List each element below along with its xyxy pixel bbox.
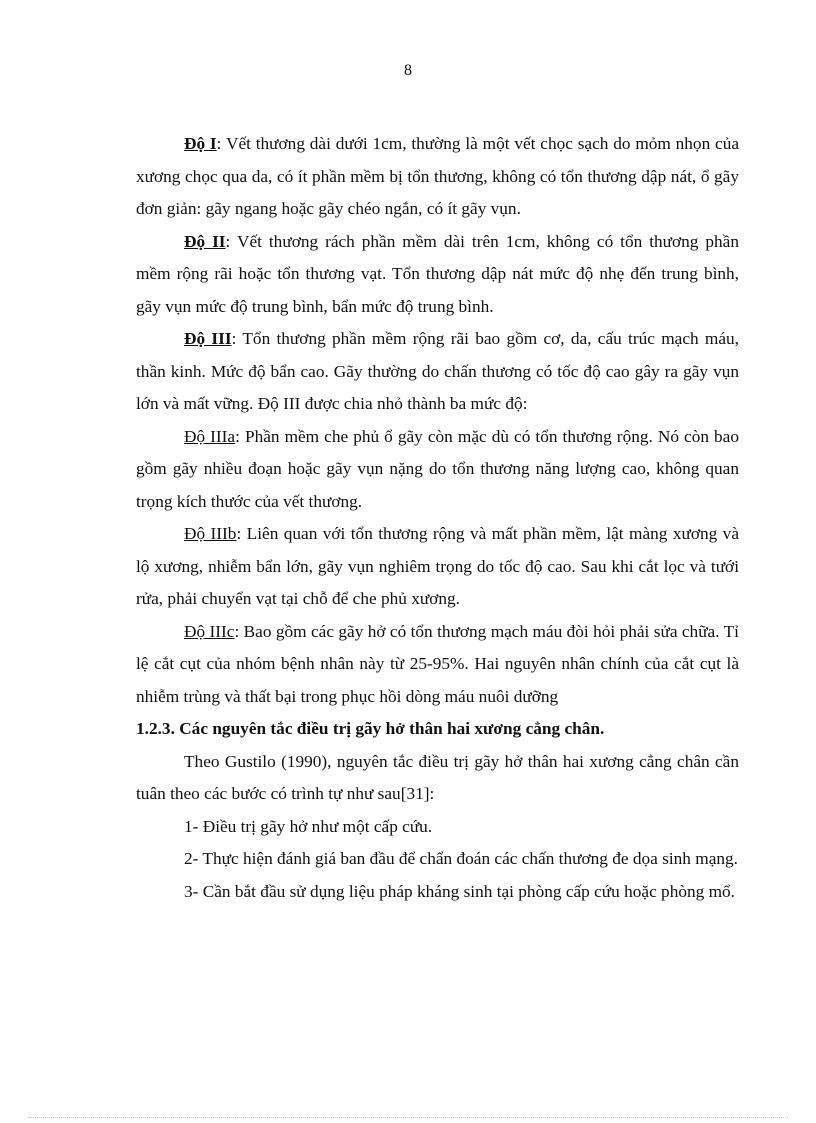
- step-item: 1- Điều trị gãy hở như một cấp cứu.: [184, 816, 433, 836]
- section-heading: 1.2.3. Các nguyên tắc điều trị gãy hở thân hai xương cẳng chân.: [136, 719, 605, 738]
- grade-2-text: : Vết thương rách phần mềm dài trên 1cm, không có tổn thương phần mềm rộng rãi hoặc tổn thương vạt. Tổn thương dập nát mức độ nhẹ đến trung bình, gãy vụn mức độ trung bình, bẩn mức độ trung bình.: [136, 231, 739, 316]
- paragraph-grade-3a: [136, 421, 739, 519]
- paragraph-grade-3b: [136, 518, 739, 616]
- paragraph-grade-3c: [136, 616, 739, 714]
- grade-1-term: Độ I: [184, 134, 217, 153]
- grade-3a-term: Độ IIIa: [184, 426, 236, 446]
- paragraph-grade-3: [136, 323, 739, 421]
- grade-3a-text: : Phần mềm che phủ ổ gãy còn mặc dù có tổn thương rộng. Nó còn bao gồm gãy nhiều đoạn hoặc gãy vụn nặng do tổn thương năng lượng cao, không quan trọng kích thước của vết thương.: [136, 426, 739, 511]
- paragraph-grade-1: [136, 128, 739, 226]
- grade-3c-term: Độ IIIc: [184, 621, 235, 641]
- grade-2-term: Độ II: [184, 231, 226, 251]
- grade-3b-term: Độ IIIb: [184, 524, 237, 543]
- grade-3b-text: : Liên quan với tổn thương rộng và mất phần mềm, lật màng xương và lộ xương, nhiễm bẩn lớn, gãy vụn nghiêm trọng do tốc độ cao. Sau khi cắt lọc và tưới rửa, phải chuyển vạt tại chỗ để che phủ xương.: [136, 524, 739, 608]
- grade-3-text: : Tổn thương phần mềm rộng rãi bao gồm cơ, da, cấu trúc mạch máu, thần kinh. Mức độ bẩn cao. Gãy thường do chấn thương có tốc độ cao gây ra gãy vụn lớn và mất vững. Độ III được chia nhỏ thành ba mức độ:: [136, 329, 739, 413]
- grade-3c-text: : Bao gồm các gãy hở có tổn thương mạch máu đòi hỏi phải sửa chữa. Tỉ lệ cắt cụt của nhóm bệnh nhân này từ 25-95%. Hai nguyên nhân chính của cắt cụt là nhiễm trùng và thất bại trong phục hồi dòng máu nuôi dưỡng: [136, 621, 739, 706]
- step-item: 2- Thực hiện đánh giá ban đầu để chẩn đoán các chấn thương đe dọa sinh mạng.: [184, 849, 738, 868]
- page-number: 8: [404, 62, 412, 79]
- intro-paragraph: Theo Gustilo (1990), nguyên tắc điều trị gãy hở thân hai xương cẳng chân cần tuân theo các bước có trình tự như sau[31]:: [136, 751, 739, 803]
- grade-3-term: Độ III: [184, 329, 232, 348]
- page-bottom-divider: [28, 1117, 788, 1118]
- step-item: 3- Cần bắt đầu sử dụng liệu pháp kháng sinh tại phòng cấp cứu hoặc phòng mổ.: [184, 881, 735, 901]
- document-body: [136, 128, 739, 908]
- paragraph-grade-2: [136, 226, 739, 324]
- grade-1-text: : Vết thương dài dưới 1cm, thường là một vết chọc sạch do mỏm nhọn của xương chọc qua da, có ít phần mềm bị tổn thương, không có tổn thương dập nát, ổ gãy đơn giản: gãy ngang hoặc gãy chéo ngắn, có ít gãy vụn.: [136, 134, 740, 218]
